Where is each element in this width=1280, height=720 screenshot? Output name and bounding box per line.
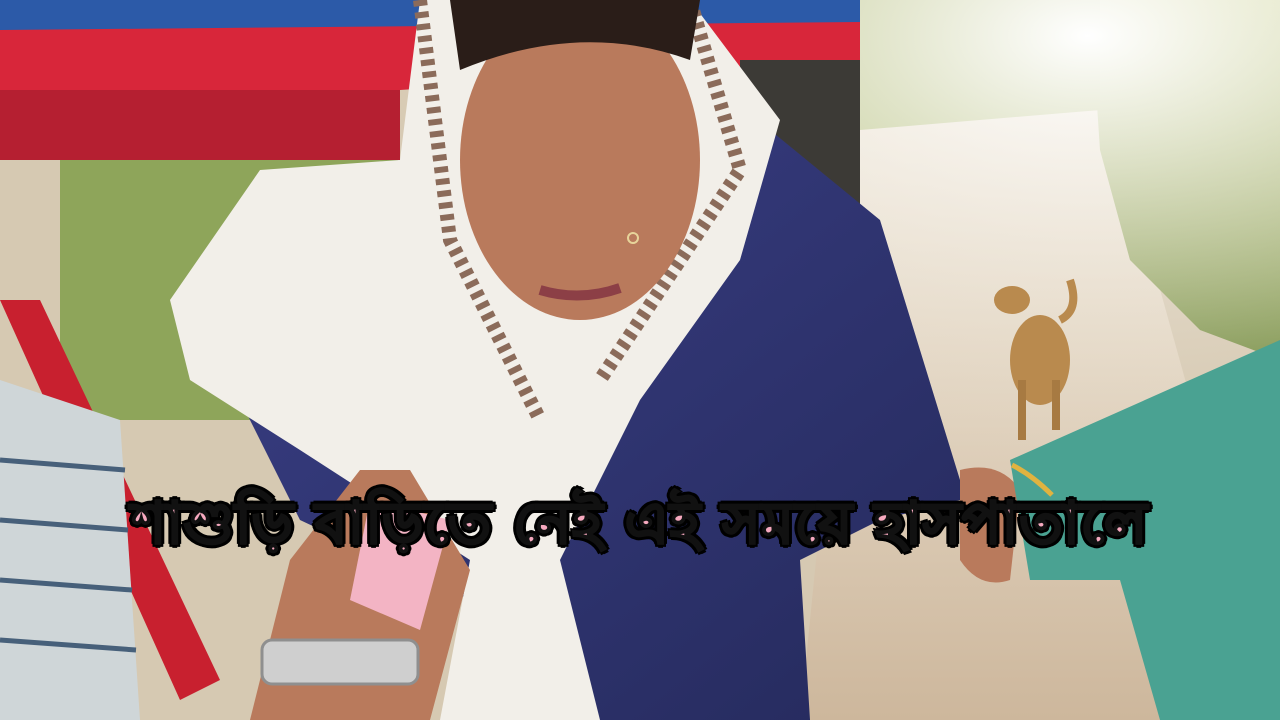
wristwatch [262, 640, 418, 684]
video-caption: শাশুড়ি বাড়িতে নেই এই সময়ে হাসপাতালে [131, 489, 1149, 557]
